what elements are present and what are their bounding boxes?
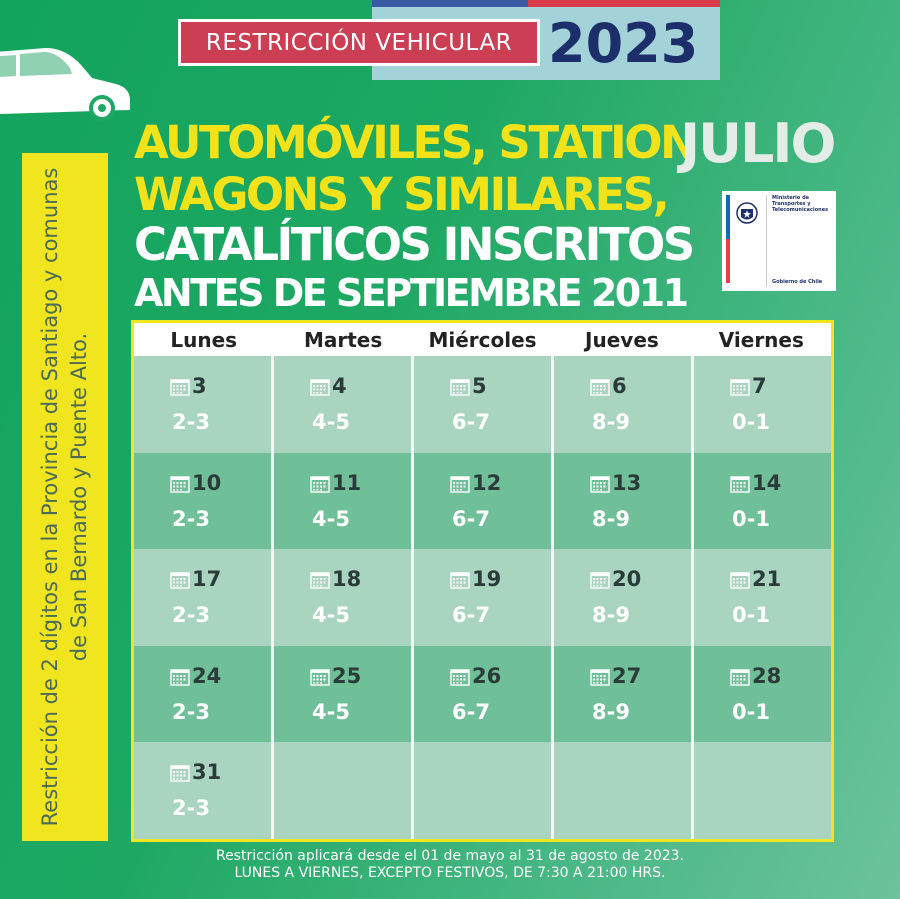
restricted-digits: 4-5	[312, 410, 350, 434]
day-date	[450, 471, 501, 495]
day-number: 28	[752, 663, 782, 688]
restricted-digits: 2-3	[172, 699, 210, 724]
car-icon	[0, 34, 136, 124]
day-number: 17	[192, 567, 222, 592]
day-number: 3	[192, 374, 207, 398]
day-number: 31	[192, 760, 222, 785]
calendar-day-cell	[274, 453, 411, 550]
day-date	[310, 664, 361, 688]
calendar-day-cell	[554, 646, 691, 743]
side-note-text: Restricción de 2 dígitos en la Provincia de Santiago y comunas de San Bernardo y Puente Alto.	[38, 167, 91, 827]
restricted-digits: 0-1	[732, 506, 770, 531]
day-date	[170, 664, 221, 688]
calendar-day-cell	[554, 356, 691, 453]
calendar-day-cell	[274, 356, 411, 453]
day-date	[170, 471, 221, 495]
restricted-digits: 2-3	[172, 410, 210, 434]
calendar-icon	[310, 667, 330, 685]
calendar-day-cell	[414, 646, 551, 743]
calendar-grid	[134, 356, 831, 839]
calendar-day-cell	[274, 646, 411, 743]
calendar-day-cell	[134, 453, 271, 550]
restriction-calendar	[131, 320, 834, 842]
calendar-icon	[590, 474, 610, 492]
footer-line-1: Restricción aplicará desde el 01 de mayo al 31 de agosto de 2023.	[215, 848, 685, 864]
day-number: 25	[332, 663, 362, 688]
day-date	[310, 471, 361, 495]
calendar-icon	[590, 667, 610, 685]
flag-stripe-blue	[372, 0, 528, 7]
calendar-icon	[170, 474, 190, 492]
calendar-day-cell	[554, 453, 691, 550]
restricted-digits: 6-7	[452, 506, 490, 531]
day-date	[590, 471, 641, 495]
day-number: 6	[612, 374, 627, 398]
day-date	[730, 471, 781, 495]
restricted-digits: 6-7	[452, 699, 490, 724]
calendar-day-cell	[694, 453, 831, 550]
restricted-digits: 4-5	[312, 603, 350, 628]
day-date	[310, 567, 361, 591]
calendar-empty-cell	[694, 742, 831, 839]
calendar-icon	[450, 570, 470, 588]
calendar-icon	[310, 377, 330, 395]
day-date	[170, 374, 207, 398]
footer-line-2: LUNES A VIERNES, EXCEPTO FESTIVOS, DE 7:30 A 21:00 HRS.	[234, 865, 666, 881]
day-date	[170, 760, 221, 784]
calendar-icon	[310, 474, 330, 492]
calendar-day-cell	[134, 742, 271, 839]
day-number: 11	[332, 470, 362, 495]
day-date	[590, 567, 641, 591]
calendar-icon	[170, 570, 190, 588]
day-number: 19	[472, 567, 502, 592]
weekday-header	[134, 323, 831, 356]
calendar-empty-cell	[554, 742, 691, 839]
government-logo	[722, 191, 836, 291]
weekday-label: Miércoles	[428, 327, 537, 352]
calendar-day-cell	[554, 549, 691, 646]
day-number: 18	[332, 567, 362, 592]
logo-bar-blue	[726, 195, 730, 239]
day-number: 4	[332, 374, 347, 398]
calendar-day-cell	[414, 453, 551, 550]
day-number: 7	[752, 374, 767, 398]
logo-bar-red	[726, 239, 730, 283]
logo-ministry: Ministerio de Transportes y Telecomunicaciones	[772, 195, 829, 213]
day-date	[730, 567, 781, 591]
day-number: 5	[472, 374, 487, 398]
day-number: 20	[612, 567, 642, 592]
day-date	[170, 567, 221, 591]
day-number: 26	[472, 663, 502, 688]
calendar-icon	[170, 377, 190, 395]
flag-stripe-red	[528, 0, 720, 7]
day-date	[730, 664, 781, 688]
day-date	[590, 374, 627, 398]
coat-of-arms-icon	[732, 199, 762, 229]
calendar-day-cell	[694, 646, 831, 743]
calendar-icon	[170, 667, 190, 685]
day-number: 12	[472, 470, 502, 495]
day-date	[450, 374, 487, 398]
calendar-day-cell	[134, 646, 271, 743]
calendar-day-cell	[414, 356, 551, 453]
calendar-icon	[590, 377, 610, 395]
restricted-digits: 8-9	[592, 603, 630, 628]
restricted-digits: 2-3	[172, 506, 210, 531]
day-date	[310, 374, 347, 398]
calendar-day-cell	[414, 549, 551, 646]
restricted-digits: 4-5	[312, 699, 350, 724]
calendar-icon	[730, 667, 750, 685]
headline-line-3: CATALÍTICOS INSCRITOS	[134, 218, 693, 271]
restricted-digits: 0-1	[732, 699, 770, 724]
day-number: 13	[612, 470, 642, 495]
calendar-day-cell	[134, 356, 271, 453]
calendar-day-cell	[694, 356, 831, 453]
day-number: 14	[752, 470, 782, 495]
day-number: 24	[192, 663, 222, 688]
footer	[140, 848, 760, 882]
restricted-digits: 0-1	[732, 603, 770, 628]
headline-line-1: AUTOMÓVILES, STATION	[134, 116, 696, 169]
restricted-digits: 8-9	[592, 410, 630, 434]
logo-government: Gobierno de Chile	[772, 279, 823, 285]
restricted-digits: 4-5	[312, 506, 350, 531]
headline-line-2: WAGONS Y SIMILARES,	[134, 168, 668, 221]
calendar-icon	[450, 377, 470, 395]
restricted-digits: 0-1	[732, 410, 770, 434]
restricted-digits: 2-3	[172, 603, 210, 628]
weekday-label: Martes	[303, 327, 383, 352]
calendar-icon	[450, 474, 470, 492]
calendar-day-cell	[694, 549, 831, 646]
calendar-icon	[730, 474, 750, 492]
calendar-icon	[170, 763, 190, 781]
restricted-digits: 8-9	[592, 506, 630, 531]
calendar-icon	[730, 570, 750, 588]
day-date	[450, 567, 501, 591]
banner-label: RESTRICCIÓN VEHICULAR	[178, 19, 540, 66]
logo-divider	[766, 195, 767, 287]
headline-line-4: ANTES DE SEPTIEMBRE 2011	[134, 271, 687, 315]
day-date	[590, 664, 641, 688]
restricted-digits: 2-3	[172, 796, 210, 821]
calendar-icon	[590, 570, 610, 588]
banner-year: 2023	[548, 11, 699, 75]
restricted-digits: 6-7	[452, 410, 490, 434]
day-date	[450, 664, 501, 688]
weekday-label: Lunes	[170, 327, 238, 352]
day-date	[730, 374, 767, 398]
restricted-digits: 8-9	[592, 699, 630, 724]
weekday-label: Jueves	[585, 327, 659, 352]
calendar-icon	[310, 570, 330, 588]
restricted-digits: 6-7	[452, 603, 490, 628]
month-title: JULIO	[680, 112, 835, 175]
calendar-day-cell	[274, 549, 411, 646]
weekday-label: Viernes	[718, 327, 804, 352]
calendar-day-cell	[134, 549, 271, 646]
calendar-empty-cell	[274, 742, 411, 839]
day-number: 10	[192, 470, 222, 495]
day-number: 27	[612, 663, 642, 688]
day-number: 21	[752, 567, 782, 592]
side-note	[22, 153, 108, 841]
calendar-icon	[730, 377, 750, 395]
calendar-empty-cell	[414, 742, 551, 839]
calendar-icon	[450, 667, 470, 685]
